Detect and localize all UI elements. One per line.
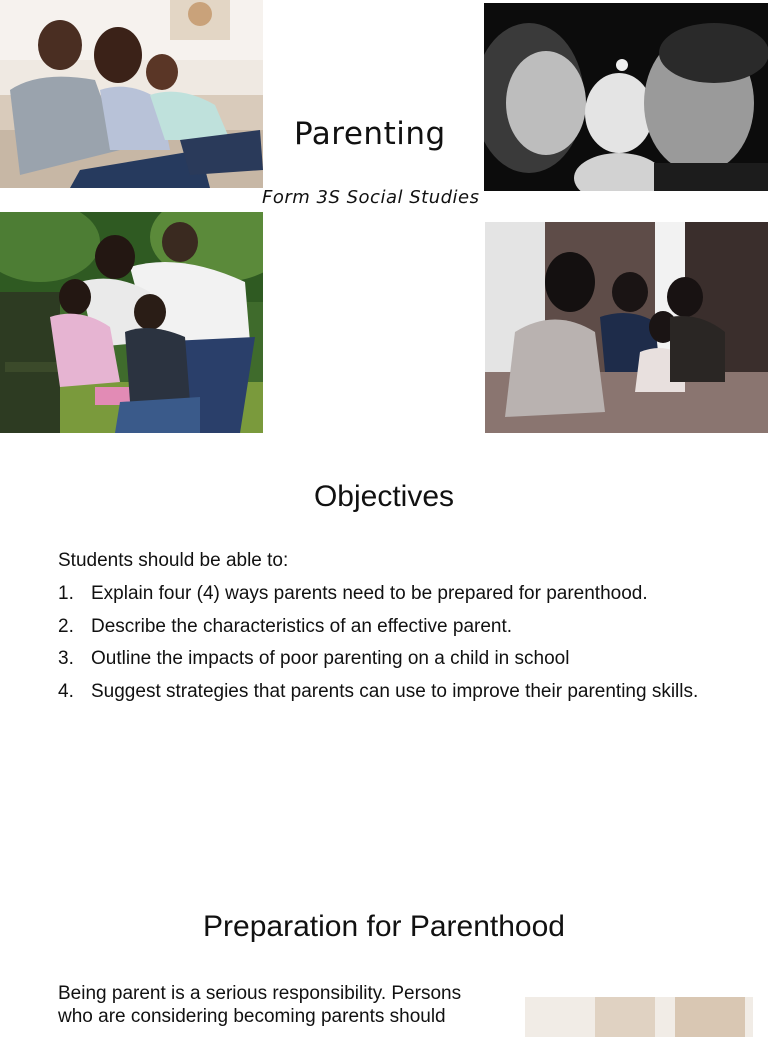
family-bed-photo xyxy=(485,222,768,433)
objective-number: 2. xyxy=(58,615,74,637)
objective-number: 1. xyxy=(58,583,74,604)
preparation-title: Preparation for Parenthood xyxy=(203,910,565,943)
objective-text: Explain four (4) ways parents need to be prepared for parenthood. xyxy=(91,583,648,604)
objective-item xyxy=(58,615,718,638)
objective-text: Suggest strategies that parents can use to improve their parenting skills. xyxy=(91,680,699,702)
presentation-subtitle: Form 3S Social Studies xyxy=(262,187,480,208)
objective-item xyxy=(58,582,718,605)
parents-baby-photo xyxy=(484,3,768,191)
preparation-body: Being parent is a serious responsibility. Persons who are considering becoming parents should xyxy=(58,983,462,1027)
objectives-list xyxy=(58,582,718,712)
objectives-intro: Students should be able to: xyxy=(58,550,289,571)
objective-number: 4. xyxy=(58,680,74,702)
family-park-photo xyxy=(0,212,263,433)
objective-item xyxy=(58,680,718,703)
family-couch-photo xyxy=(0,0,263,188)
title-slide xyxy=(0,0,768,440)
objectives-slide xyxy=(0,460,768,880)
preparation-slide xyxy=(0,880,768,1027)
objective-number: 3. xyxy=(58,648,74,669)
preparation-photo xyxy=(525,997,753,1037)
presentation-title: Parenting xyxy=(294,116,446,152)
objective-text: Describe the characteristics of an effective parent. xyxy=(91,615,513,637)
objective-text: Outline the impacts of poor parenting on a child in school xyxy=(91,648,570,669)
objectives-title: Objectives xyxy=(313,480,455,513)
objective-item xyxy=(58,647,718,670)
